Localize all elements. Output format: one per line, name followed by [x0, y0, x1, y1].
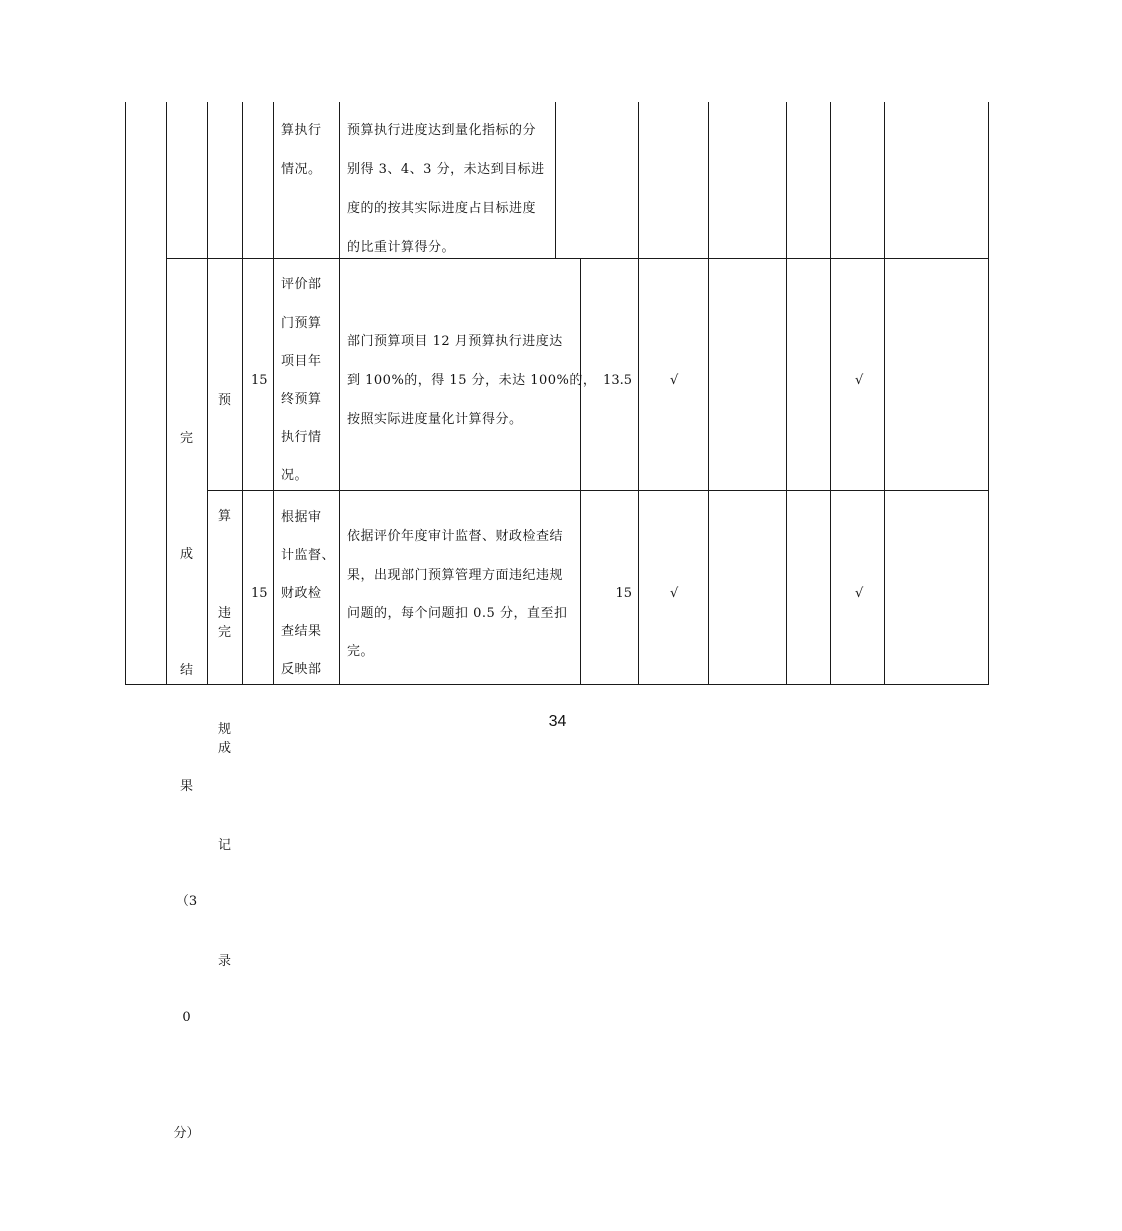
- table-col-line: [884, 102, 885, 685]
- row3-indicator-line: 根据审: [281, 510, 322, 525]
- table-col-line: [339, 102, 340, 685]
- row2-indicator-line: 执行情: [281, 430, 322, 445]
- row3-standard-line: 问题的，每个问题扣 0.5 分，直至扣: [347, 606, 568, 621]
- row3-score: 15: [251, 586, 268, 601]
- row1-indicator-line: 算执行: [281, 123, 322, 138]
- row2-standard-line: 到 100%的，得 15 分，未达 100%的，: [347, 373, 597, 388]
- table-col-line: [708, 102, 709, 685]
- row2-indicator-line: 评价部: [281, 277, 322, 292]
- table-col-line: [638, 102, 639, 685]
- row2-name-char: 算: [217, 508, 231, 524]
- row2-name-char: 预: [217, 393, 231, 409]
- row3-standard-line: 依据评价年度审计监督、财政检查结: [347, 529, 564, 544]
- table-border-left: [125, 102, 126, 685]
- row2-indicator-line: 终预算: [281, 392, 322, 407]
- row1-standard-line: 度的的按其实际进度占目标进度: [347, 201, 537, 216]
- category-char: （3: [175, 894, 198, 910]
- category-char: 果: [179, 778, 193, 794]
- row2-score: 15: [251, 373, 268, 388]
- table-col-line: [242, 102, 243, 685]
- row2-name-char: 成: [217, 740, 231, 756]
- table-row-line: [166, 258, 989, 259]
- row3-standard-line: 完。: [347, 644, 375, 659]
- row3-check-icon-b: √: [855, 586, 864, 601]
- row3-indicator-line: 查结果: [281, 624, 322, 639]
- row3-indicator-line: 财政检: [281, 586, 322, 601]
- row2-indicator-line: 门预算: [281, 316, 322, 331]
- row3-name-char: 规: [217, 721, 231, 737]
- row2-check-icon-a: √: [670, 373, 679, 388]
- row2-name-char: 完: [217, 624, 231, 640]
- row3-name: [207, 518, 242, 1058]
- table-col-line: [555, 102, 556, 259]
- category-label: [166, 343, 207, 1231]
- row3-name-char: 录: [217, 953, 231, 969]
- row3-name-char: 记: [217, 837, 231, 853]
- row2-indicator-line: 况。: [281, 468, 309, 483]
- table-row-line: [207, 490, 989, 491]
- category-char: 结: [179, 662, 193, 678]
- row1-standard-line: 别得 3、4、3 分，未达到目标进: [347, 162, 545, 177]
- table-col-line: [786, 102, 787, 685]
- row3-result: 15: [615, 586, 632, 601]
- table-border-right: [988, 102, 989, 685]
- row2-standard-line: 部门预算项目 12 月预算执行进度达: [347, 334, 563, 349]
- row3-check-icon-a: √: [670, 586, 679, 601]
- table-border-bottom: [125, 684, 989, 685]
- row1-indicator-line: 情况。: [281, 162, 322, 177]
- page-number: 34: [548, 713, 567, 730]
- row1-standard-line: 预算执行进度达到量化指标的分: [347, 123, 537, 138]
- row3-standard-line: 果，出现部门预算管理方面违纪违规: [347, 568, 564, 583]
- category-char: 成: [179, 546, 193, 562]
- row2-standard-line: 按照实际进度量化计算得分。: [347, 412, 523, 427]
- category-char: 0: [182, 1010, 191, 1026]
- category-char: 完: [179, 431, 193, 447]
- row3-indicator-line: 反映部: [281, 662, 322, 677]
- table-col-line: [580, 258, 581, 685]
- table-col-line: [830, 102, 831, 685]
- row1-standard-line: 的比重计算得分。: [347, 240, 456, 255]
- category-char: 分）: [173, 1125, 200, 1141]
- row3-name-char: 违: [217, 606, 231, 622]
- table-col-line: [273, 102, 274, 685]
- row2-indicator-line: 项目年: [281, 354, 322, 369]
- row3-indicator-line: 计监督、: [281, 548, 336, 563]
- row2-check-icon-b: √: [855, 373, 864, 388]
- row2-result: 13.5: [603, 373, 632, 388]
